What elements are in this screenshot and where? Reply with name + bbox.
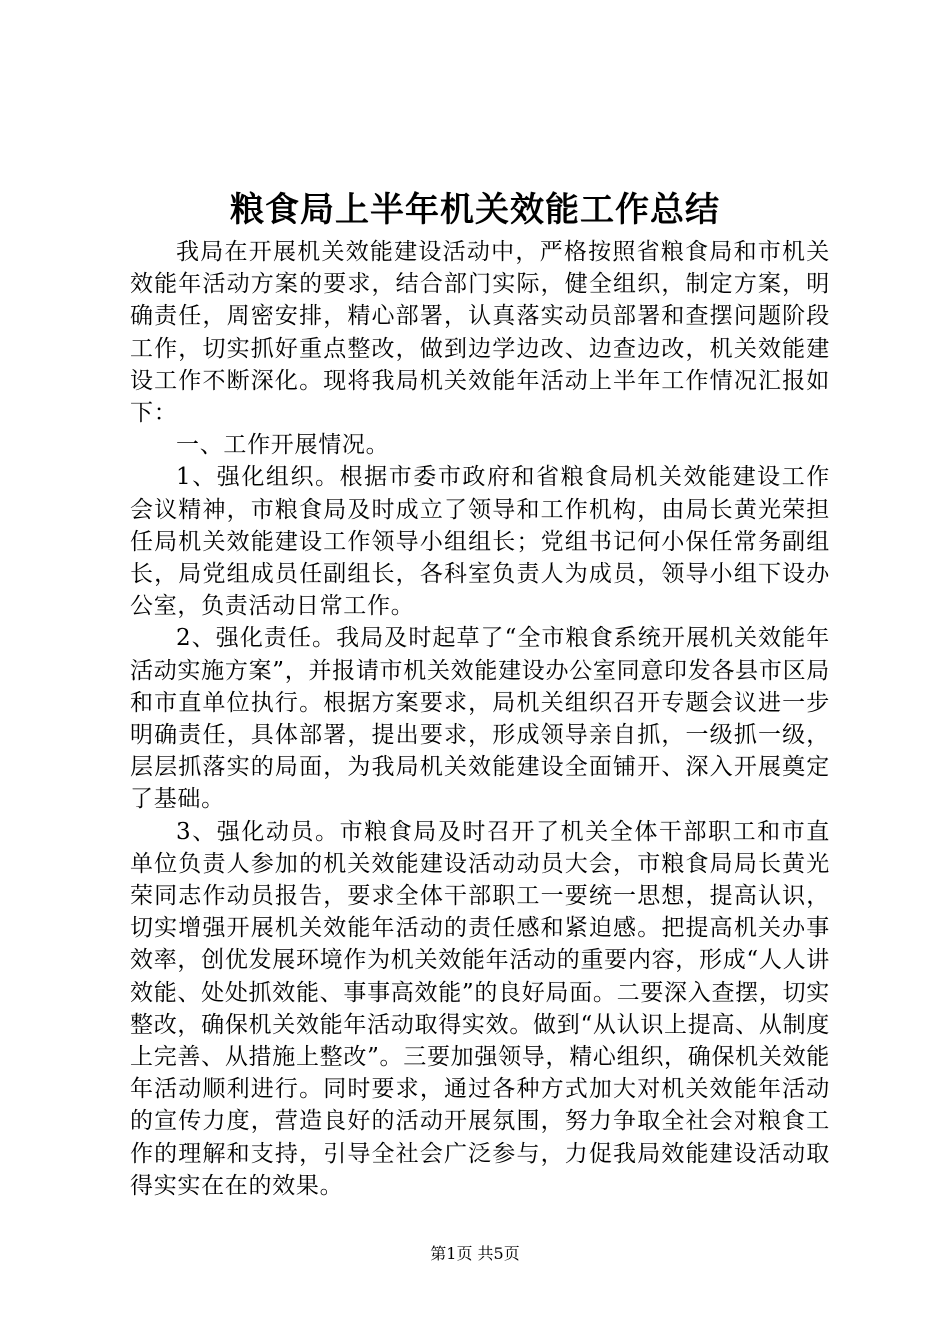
paragraph-mobilization: 3、强化动员。市粮食局及时召开了机关全体干部职工和市直单位负责人参加的机关效能建设活动动员大会，市粮食局局长黄光荣同志作动员报告，要求全体干部职工一要统一思想，提高认识，切实增强开展机关效能年活动的责任感和紧迫感。把提高机关办事效率，创优发展环境作为机关效能年活动的重要内容，形成“人人讲效能、处处抓效能、事事高效能”的良好局面。二要深入查摆，切实整改，确保机关效能年活动取得实效。做到“从认识上提高、从制度上完善、从措施上整改”。三要加强领导，精心组织，确保机关效能年活动顺利进行。同时要求，通过各种方式加大对机关效能年活动的宣传力度，营造良好的活动开展氛围，努力争取全社会对粮食工作的理解和支持，引导全社会广泛参与，力促我局效能建设活动取得实实在在的效果。 xyxy=(130,818,830,1199)
paragraph-intro: 我局在开展机关效能建设活动中，严格按照省粮食局和市机关效能年活动方案的要求，结合部门实际，健全组织，制定方案，明确责任，周密安排，精心部署，认真落实动员部署和查摆问题阶段工作，切实抓好重点整改，做到边学边改、边查边改，机关效能建设工作不断深化。现将我局机关效能年活动上半年工作情况汇报如下： xyxy=(130,239,830,427)
paragraph-responsibility: 2、强化责任。我局及时起草了“全市粮食系统开展机关效能年活动实施方案”，并报请市机关效能建设办公室同意印发各县市区局和市直单位执行。根据方案要求，局机关组织召开专题会议进一步明确责任，具体部署，提出要求，形成领导亲自抓，一级抓一级，层层抓落实的局面，为我局机关效能建设全面铺开、深入开展奠定了基础。 xyxy=(130,625,830,813)
paragraph-organization: 1、强化组织。根据市委市政府和省粮食局机关效能建设工作会议精神，市粮食局及时成立了领导和工作机构，由局长黄光荣担任局机关效能建设工作领导小组组长；党组书记何小保任常务副组长，局党组成员任副组长，各科室负责人为成员，领导小组下设办公室，负责活动日常工作。 xyxy=(130,464,830,620)
paragraph-section-heading: 一、工作开展情况。 xyxy=(176,432,390,459)
document-title: 粮食局上半年机关效能工作总结 xyxy=(230,190,720,230)
page-number-footer: 第1页 共5页 xyxy=(430,1244,520,1263)
document-body xyxy=(130,236,830,1202)
